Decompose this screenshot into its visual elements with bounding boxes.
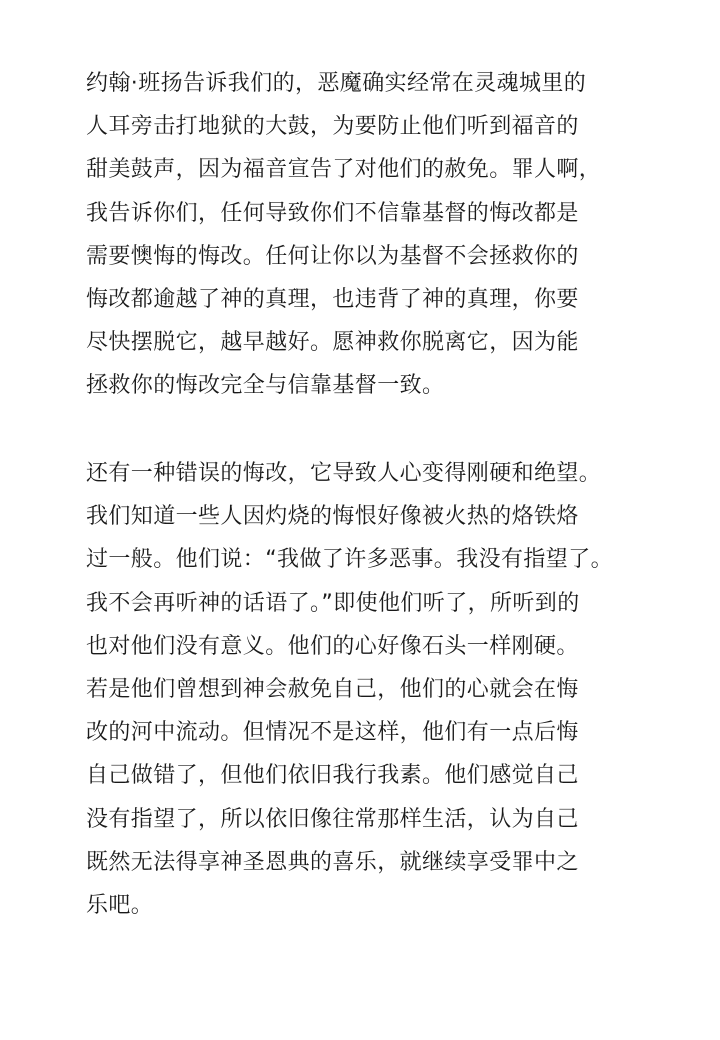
paragraph-line: 人耳旁击打地狱的大鼓，为要防止他们听到福音的 — [86, 114, 579, 140]
paragraph-2 — [86, 452, 613, 927]
paragraph-1 — [86, 62, 601, 408]
paragraph-line: 过一般。他们说：“我做了许多恶事。我没有指望了。 — [86, 547, 613, 573]
paragraph-line: 乐吧。 — [86, 892, 154, 918]
paragraph-line: 也对他们没有意义。他们的心好像石头一样刚硬。 — [86, 633, 579, 659]
paragraph-line: 若是他们曾想到神会赦免自己，他们的心就会在悔 — [86, 676, 579, 702]
paragraph-line: 还有一种错误的悔改，它导致人心变得刚硬和绝望。 — [86, 461, 602, 486]
paragraph-line: 甜美鼓声，因为福音宣告了对他们的赦免。罪人啊， — [86, 157, 602, 183]
paragraph-line: 悔改都逾越了神的真理，也违背了神的真理，你要 — [86, 286, 579, 312]
paragraph-line: 约翰·班扬告诉我们的，恶魔确实经常在灵魂城里的 — [86, 71, 587, 96]
paragraph-line: 自己做错了，但他们依旧我行我素。他们感觉自己 — [86, 763, 579, 789]
paragraph-line: 我们知道一些人因灼烧的悔恨好像被火热的烙铁烙 — [86, 504, 579, 530]
paragraph-line: 尽快摆脱它，越早越好。愿神救你脱离它，因为能 — [86, 330, 579, 356]
paragraph-line: 需要懊悔的悔改。任何让你以为基督不会拯救你的 — [86, 243, 579, 269]
paragraph-line: 我告诉你们，任何导致你们不信靠基督的悔改都是 — [86, 200, 579, 226]
paragraph-line: 既然无法得享神圣恩典的喜乐，就继续享受罪中之 — [86, 849, 579, 875]
paragraph-line: 我不会再听神的话语了。”即使他们听了，所听到的 — [86, 590, 580, 616]
paragraph-line: 没有指望了，所以依旧像往常那样生活，认为自己 — [86, 806, 579, 832]
paragraph-line: 拯救你的悔改完全与信靠基督一致。 — [86, 373, 445, 399]
paragraph-line: 改的河中流动。但情况不是这样，他们有一点后悔 — [86, 720, 579, 746]
